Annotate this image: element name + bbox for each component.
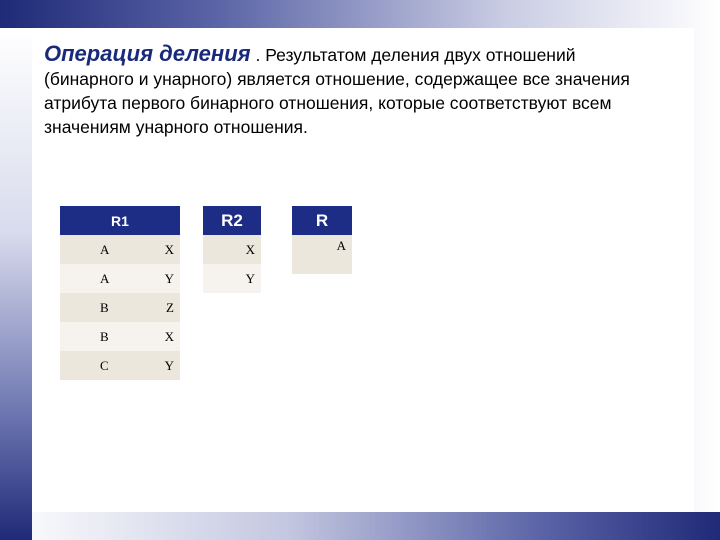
table-row — [60, 235, 180, 264]
table-r1-title: R1 — [60, 206, 180, 235]
table-cell: Y — [150, 264, 180, 293]
slide-body-text: . Результатом деления двух отношений (бинарного и унарного) является отношение, содержащее все значения атрибута первого бинарного отношения, которые соответствуют всем значениям унарного отношения. — [44, 45, 630, 137]
decor-left-gradient — [0, 28, 32, 540]
table-cell: X — [150, 322, 180, 351]
slide-text — [44, 42, 644, 139]
table-cell: C — [60, 351, 150, 380]
slide-heading: Операция деления — [44, 41, 251, 66]
table-row — [292, 235, 352, 274]
table-row — [60, 264, 180, 293]
table-r-title: R — [292, 206, 352, 235]
table-r1 — [60, 206, 180, 380]
table-cell: A — [292, 235, 352, 274]
table-cell: Z — [150, 293, 180, 322]
table-cell: A — [60, 235, 150, 264]
table-cell: A — [60, 264, 150, 293]
table-row — [203, 264, 261, 293]
table-cell: B — [60, 293, 150, 322]
table-cell: X — [203, 235, 261, 264]
table-row — [60, 293, 180, 322]
table-row — [203, 235, 261, 264]
table-row — [60, 322, 180, 351]
table-r2-title: R2 — [203, 206, 261, 235]
table-cell: Y — [150, 351, 180, 380]
table-r2 — [203, 206, 261, 293]
table-r — [292, 206, 352, 274]
table-row — [60, 351, 180, 380]
decor-bottom-gradient — [0, 512, 720, 540]
table-cell: X — [150, 235, 180, 264]
table-cell: Y — [203, 264, 261, 293]
table-cell: B — [60, 322, 150, 351]
slide-content — [32, 28, 694, 512]
